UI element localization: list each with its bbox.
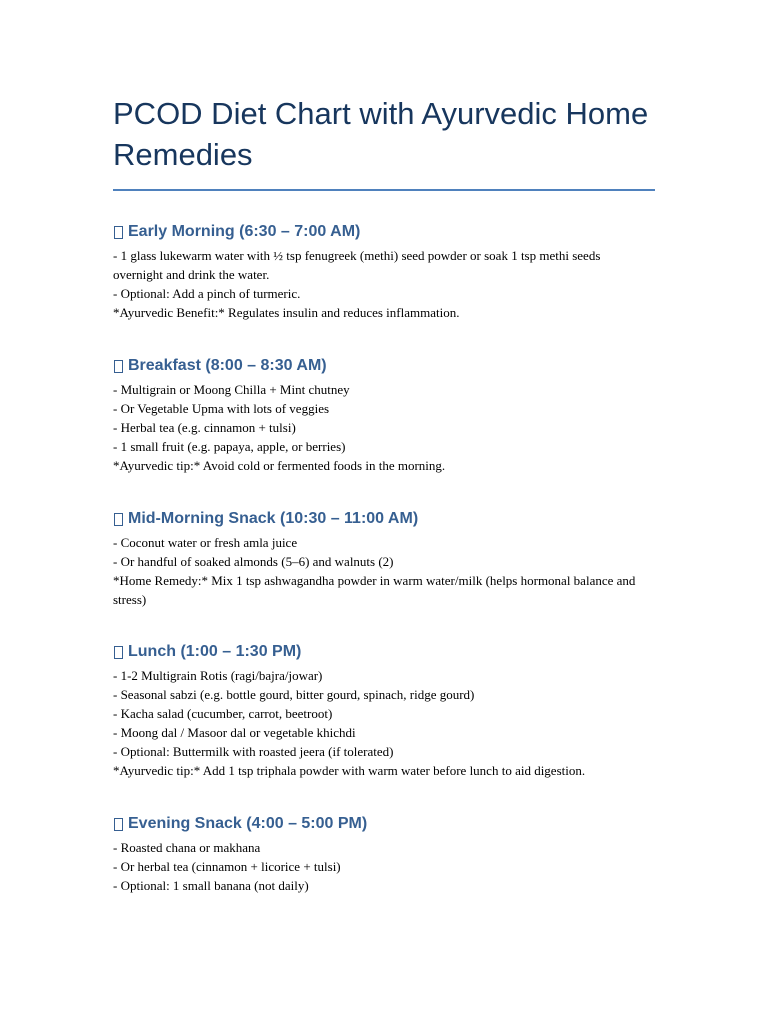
section-heading (113, 222, 673, 242)
body-line: - 1-2 Multigrain Rotis (ragi/bajra/jowar) (113, 668, 323, 683)
section-heading (113, 814, 673, 834)
section-body (113, 666, 653, 780)
section-heading (113, 356, 673, 376)
missing-glyph-icon (114, 513, 123, 526)
section-body (113, 246, 653, 322)
body-line: - Herbal tea (e.g. cinnamon + tulsi) (113, 420, 296, 435)
body-line: - Multigrain or Moong Chilla + Mint chutney (113, 382, 350, 397)
body-line: - Moong dal / Masoor dal or vegetable khichdi (113, 725, 356, 740)
body-line: - Roasted chana or makhana (113, 840, 261, 855)
body-line: *Home Remedy:* Mix 1 tsp ashwagandha powder in warm water/milk (helps hormonal balance and stress) (113, 573, 636, 607)
missing-glyph-icon (114, 360, 123, 373)
body-line: - Or handful of soaked almonds (5–6) and walnuts (2) (113, 554, 394, 569)
section-mid-morning-snack (113, 509, 673, 609)
title-divider (113, 189, 655, 191)
section-early-morning (113, 222, 673, 322)
section-body (113, 380, 653, 475)
body-line: - Optional: 1 small banana (not daily) (113, 878, 309, 893)
body-line: - 1 small fruit (e.g. papaya, apple, or berries) (113, 439, 346, 454)
body-line: *Ayurvedic Benefit:* Regulates insulin and reduces inflammation. (113, 305, 460, 320)
section-heading-text: Evening Snack (4:00 – 5:00 PM) (128, 815, 368, 832)
section-heading (113, 642, 673, 662)
section-breakfast (113, 356, 673, 475)
body-line: - Kacha salad (cucumber, carrot, beetroot) (113, 706, 333, 721)
body-line: - Optional: Buttermilk with roasted jeera (if tolerated) (113, 744, 394, 759)
body-line: - Coconut water or fresh amla juice (113, 535, 298, 550)
body-line: - Seasonal sabzi (e.g. bottle gourd, bitter gourd, spinach, ridge gourd) (113, 687, 475, 702)
section-heading-text: Lunch (1:00 – 1:30 PM) (128, 643, 302, 660)
section-evening-snack (113, 814, 673, 895)
missing-glyph-icon (114, 226, 123, 239)
section-body (113, 838, 653, 895)
document-page (113, 0, 673, 895)
missing-glyph-icon (114, 818, 123, 831)
section-heading-text: Early Morning (6:30 – 7:00 AM) (128, 223, 361, 240)
body-line: *Ayurvedic tip:* Avoid cold or fermented foods in the morning. (113, 458, 446, 473)
section-heading (113, 509, 673, 529)
page-title: PCOD Diet Chart with Ayurvedic Home Remedies (113, 96, 649, 172)
missing-glyph-icon (114, 646, 123, 659)
body-line: - Or Vegetable Upma with lots of veggies (113, 401, 330, 416)
section-lunch (113, 642, 673, 780)
body-line: - 1 glass lukewarm water with ½ tsp fenugreek (methi) seed powder or soak 1 tsp methi seeds overnight and drink the water. (113, 248, 601, 282)
section-heading-text: Breakfast (8:00 – 8:30 AM) (128, 357, 327, 374)
section-body (113, 533, 653, 609)
body-line: - Optional: Add a pinch of turmeric. (113, 286, 301, 301)
body-line: - Or herbal tea (cinnamon + licorice + tulsi) (113, 859, 341, 874)
section-heading-text: Mid-Morning Snack (10:30 – 11:00 AM) (128, 510, 419, 527)
body-line: *Ayurvedic tip:* Add 1 tsp triphala powder with warm water before lunch to aid digestion. (113, 763, 586, 778)
